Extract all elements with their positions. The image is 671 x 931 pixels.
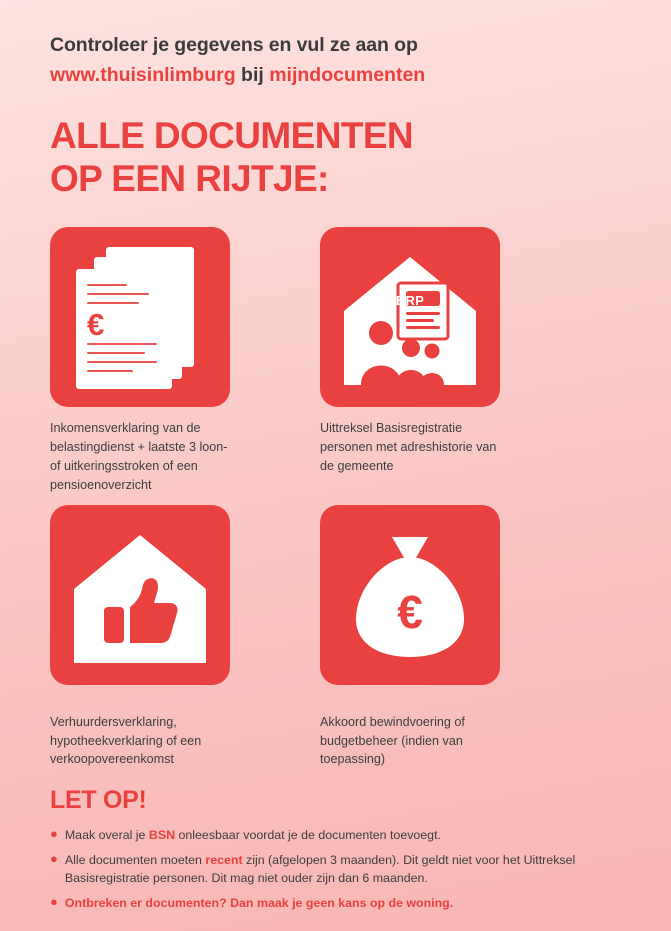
bullet-text-1: Maak overal je BSN onleesbaar voordat je de documenten toevoegt.	[64, 828, 441, 842]
bullet-dot-icon: ●	[50, 851, 58, 867]
bullet-text-3: Ontbreken er documenten? Dan maak je geen kans op de woning.	[64, 896, 454, 911]
documents-tile	[50, 227, 230, 407]
card-caption-uittreksel-brp: Uittreksel Basisregistratie personen met adreshistorie van de gemeente	[320, 421, 497, 473]
let-op-bullet-list	[50, 826, 621, 912]
bullet-dot-icon: ●	[50, 826, 58, 841]
intro-conjunction: bij	[235, 64, 270, 87]
money-bag-tile	[320, 505, 500, 685]
let-op-section	[50, 786, 621, 919]
card-caption-verhuurdersverklaring: Verhuurdersverklaring, hypotheekverklaring of een verkoopovereenkomst	[50, 714, 202, 767]
house-thumbsup-icon	[70, 529, 210, 669]
card-caption-inkomensverklaring: Inkomensverklaring van de belastingdienst + laatste 3 loon- of uitkeringsstroken of een pensioenoverzicht	[50, 421, 228, 492]
document-sheet-front	[76, 269, 172, 389]
card-inkomensverklaring	[50, 227, 230, 495]
card-uittreksel-brp	[320, 227, 500, 495]
brp-label: BRP	[395, 293, 425, 309]
page-title	[50, 114, 621, 201]
let-op-title: LET OP!	[50, 786, 147, 814]
card-akkoord-bewindvoering	[320, 505, 500, 770]
list-item	[50, 851, 621, 887]
page-title-line-1: ALLE DOCUMENTEN	[50, 114, 414, 156]
list-item	[50, 894, 621, 912]
card-verhuurdersverklaring	[50, 505, 230, 770]
mijndocumenten-link[interactable]: mijndocumenten	[269, 64, 426, 87]
house-brp-icon	[340, 251, 480, 391]
svg-text:€: €	[397, 585, 423, 638]
page-title-line-2: OP EEN RIJTJE:	[50, 158, 329, 200]
list-item	[50, 826, 621, 844]
house-brp-tile	[320, 227, 500, 407]
document-card-grid	[50, 227, 621, 769]
intro-line-2	[50, 63, 621, 87]
bullet-dot-icon: ●	[50, 894, 58, 910]
website-link[interactable]: www.thuisinlimburg	[50, 64, 236, 87]
card-caption-akkoord-bewindvoering: Akkoord bewindvoering of budgetbeheer (indien van toepassing)	[320, 714, 465, 767]
house-thumbsup-tile	[50, 505, 230, 685]
intro-line-1: Controleer je gegevens en vul ze aan op	[50, 34, 418, 56]
money-bag-icon	[340, 527, 480, 667]
intro-block	[50, 0, 621, 88]
documents-icon	[50, 227, 230, 407]
bullet-text-2: Alle documenten moeten recent zijn (afgelopen 3 maanden). Dit geldt niet voor het Uittreksel Basisregistratie personen. Dit mag niet ouder zijn dan 6 maanden.	[64, 853, 576, 886]
euro-symbol-large: €	[87, 307, 105, 343]
